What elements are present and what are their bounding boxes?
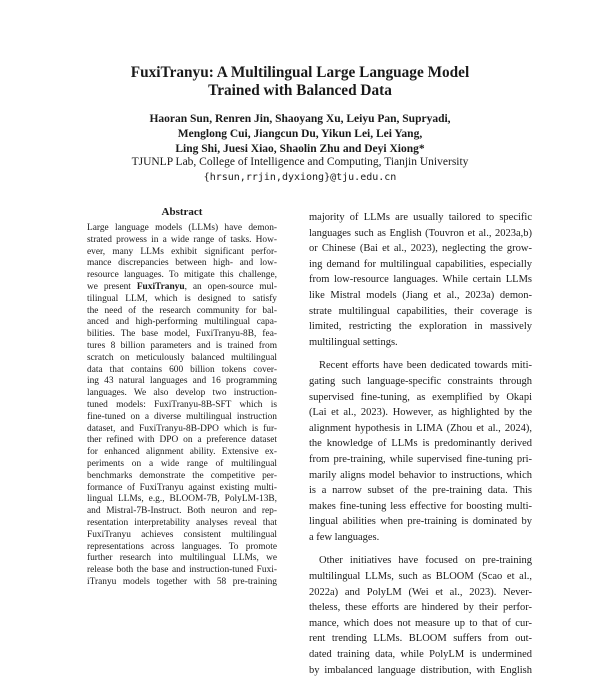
body-line: limited, restricting the exploration in massively (309, 321, 532, 333)
body-line: the knowledge of LLMs is predominantly derived (309, 438, 532, 450)
body-line: by imbalanced language distribution, with English (309, 664, 532, 676)
abstract-line: lingual LLMs, e.g., BLOOM-7B, PolyLM-13B, (87, 494, 277, 505)
abstract-line: bilities. The base model, FuxiTranyu-8B, fea- (87, 329, 277, 340)
abstract-line: FuxiTranyu achieves consistent multilingual (87, 529, 277, 540)
body-line: Recent efforts have been dedicated towards miti- (319, 360, 532, 372)
body-line: majority of LLMs are usually tailored to specific (309, 212, 532, 223)
abstract-line: anced and high-performing multilingual capa- (87, 317, 277, 328)
body-line: from pre-training, while supervised fine-tuning pri- (309, 453, 532, 465)
author-line: Haoran Sun, Renren Jin, Shaoyang Xu, Leiyu Pan, Supryadi, (149, 113, 451, 125)
abstract-line: resentation interpretability analyses reveal that (87, 517, 277, 528)
abstract-line: the need of the research community for bal- (87, 305, 277, 316)
abstract-line: tuned models: FuxiTranyu-8B-SFT which is (87, 399, 277, 410)
affiliation: TJUNLP Lab, College of Intelligence and Computing, Tianjin University (131, 156, 469, 168)
abstract-line: release both the base and instruction-tuned Fuxi- (87, 565, 277, 576)
abstract-line: data that contains 600 billion tokens cover- (87, 364, 277, 375)
paragraph-gap (309, 545, 532, 553)
body-line: a few languages. (309, 531, 380, 543)
abstract-line: dataset, and FuxiTranyu-8B-DPO which is fur- (87, 423, 277, 434)
body-line: lingual abilities when pre-training is dominated by (309, 516, 532, 528)
abstract-line: tures 8 billion parameters and is trained from (87, 340, 277, 351)
title-line: FuxiTranyu: A Multilingual Large Language Model (130, 64, 470, 81)
abstract-line: and Mistral-7B-Instruct. Both neuron and rep- (87, 506, 277, 517)
abstract-line: tilingual LLM, which is designed to satisfy (87, 293, 277, 304)
abstract-line: representations across languages. To promote (87, 541, 277, 552)
abstract-line: for enhanced alignment ability. Extensive ex- (87, 447, 277, 458)
body-line: strate multilingual capabilities, their coverage is (309, 305, 532, 317)
abstract-line: fine-tuned on a diverse multilingual instruction (87, 411, 277, 422)
intro-body (309, 210, 532, 678)
body-line: theless, these efforts are hindered by their perfor- (309, 602, 532, 614)
author-email: {hrsun,rrjin,dyxiong}@tju.edu.cn (203, 172, 397, 183)
body-line: like Mistral models (Jiang et al., 2023a) demon- (309, 289, 532, 301)
body-line: (Lai et al., 2023). However, as highlighted by the (309, 407, 532, 419)
body-line: from low-resource languages. While certain LLMs (309, 274, 532, 286)
abstract-body (87, 223, 277, 589)
body-line: multilingual settings. (309, 336, 398, 348)
abstract-line: formance of FuxiTranyu against existing multi- (87, 482, 277, 493)
abstract-line: ever, many LLMs exhibit significant perfor- (87, 246, 277, 257)
body-line: or Chinese (Bai et al., 2023), neglecting the grow- (309, 243, 532, 255)
abstract-heading: Abstract (161, 206, 203, 218)
body-line: marily aligns model behavior to instructions, which (309, 469, 532, 481)
author-line: Menglong Cui, Jiangcun Du, Yikun Lei, Lei Yang, (177, 128, 423, 141)
abstract-line: Large language models (LLMs) have demon- (87, 223, 277, 233)
body-line: is a narrow subset of the pre-training data. This (309, 485, 532, 497)
abstract-line: ing 43 natural languages and 16 programming (87, 376, 277, 387)
body-line: ing demand for multilingual capabilities, especially (309, 258, 532, 270)
title-line: Trained with Balanced Data (208, 81, 392, 99)
paragraph-gap (309, 350, 532, 358)
author-line: Ling Shi, Juesi Xiao, Shaolin Zhu and Deyi Xiong* (175, 143, 425, 156)
body-line: makes fine-tuning less effective for boosting multi- (309, 500, 532, 512)
abstract-line: strated prowess in a wide range of tasks. How- (87, 234, 277, 245)
body-line: gating such language-specific constraints through (309, 375, 532, 387)
abstract-line: benchmarks demonstrate the competitive per- (87, 470, 277, 481)
abstract-line: periments on a wide range of multilingual (87, 458, 277, 469)
body-line: mance, which does not measure up to that of cur- (309, 617, 532, 629)
body-line: dated training data, while PolyLM is undermined (309, 649, 532, 661)
abstract-line: mance discrepancies between high- and low- (87, 258, 277, 269)
body-line: Other initiatives have focused on pre-training (319, 555, 532, 567)
body-line: alignment hypothesis in LIMA (Zhou et al., 2024), (309, 422, 532, 434)
abstract-line: we present FuxiTranyu, an open-source mul- (87, 281, 277, 292)
body-line: 2022a) and PolyLM (Wei et al., 2023). Never- (309, 586, 532, 598)
author-list (70, 112, 530, 158)
paper-title (80, 64, 520, 99)
abstract-line: further research into multilingual LLMs, we (87, 553, 277, 564)
abstract-line: resource languages. To mitigate this challenge, (87, 270, 277, 281)
abstract-line: scratch on meticulously balanced multilingual (87, 352, 277, 363)
body-line: rent trending LLMs. BLOOM suffers from out- (309, 633, 532, 645)
body-line: multilingual LLMs, such as BLOOM (Scao et al., (309, 571, 532, 583)
abstract-line: languages. We also develop two instruction- (87, 388, 277, 399)
abstract-line: iTranyu models together with 58 pre-training (87, 576, 277, 587)
abstract-line: ther refined with DPO on a preference dataset (87, 435, 277, 446)
body-line: languages such as English (Touvron et al., 2023a,b) (309, 227, 532, 239)
body-line: supervised fine-tuning, as exemplified by Okapi (309, 391, 532, 403)
